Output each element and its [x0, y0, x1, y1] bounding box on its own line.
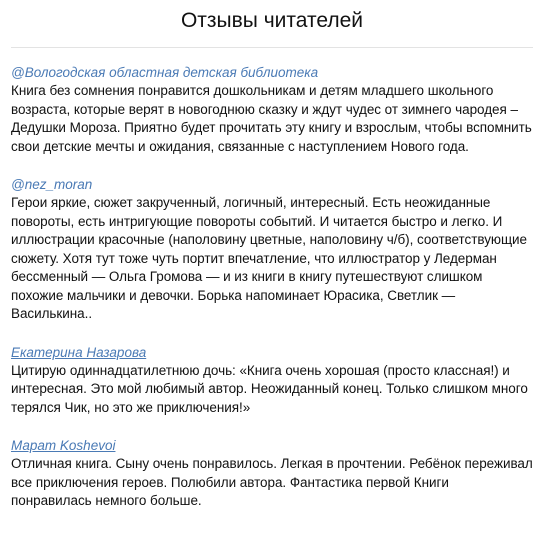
review-text: Отличная книга. Сыну очень понравилось. Легкая в прочтении. Ребёнок переживал все приключения героев. Полюбили автора. Фантастика первой Книги понравилась немного больше. — [11, 456, 533, 508]
review-author: @nez_moran — [11, 177, 93, 192]
review-item — [11, 63, 533, 156]
reviews-list — [11, 63, 533, 511]
review-author: @Вологодская областная детская библиотека — [11, 65, 319, 80]
review-author-link[interactable]: Екатерина Назарова — [11, 344, 147, 360]
review-item — [11, 175, 533, 324]
title-divider — [11, 47, 533, 48]
review-text: Герои яркие, сюжет закрученный, логичный, интересный. Есть неожиданные повороты, есть интригующие повороты событий. И читается быстро и легко. И иллюстрации красочные (наполовину цветные, наполовину ч/б), соответствующие сюжету. Хотя тут тоже чуть портит впечатление, что иллюстратор у Ледерман бессменный — Ольга Громова — и из книги в книгу путешествуют слишком похожие мальчики и девочки. Борька напоминает Юрасика, Светлик — Василькина.. — [11, 195, 527, 321]
review-text: Книга без сомнения понравится дошкольникам и детям младшего школьного возраста, которые верят в новогоднюю сказку и ждут чудес от зимнего чародея – Дедушки Мороза. Приятно будет прочитать эту книгу и взрослым, чтобы вспомнить свои детские мечты и ожидания, связанные с наступлением Нового года. — [11, 83, 532, 154]
review-text: Цитирую одиннадцатилетнюю дочь: «Книга очень хорошая (просто классная!) и интересная. Это мой любимый автор. Неожиданный конец. Только слишком много терялся Чик, но это же приключения!» — [11, 362, 528, 415]
review-author-link[interactable]: Марат Koshevoi — [11, 438, 116, 453]
review-item — [11, 343, 533, 418]
review-item — [11, 436, 533, 511]
page-title: Отзывы читателей — [180, 9, 364, 32]
